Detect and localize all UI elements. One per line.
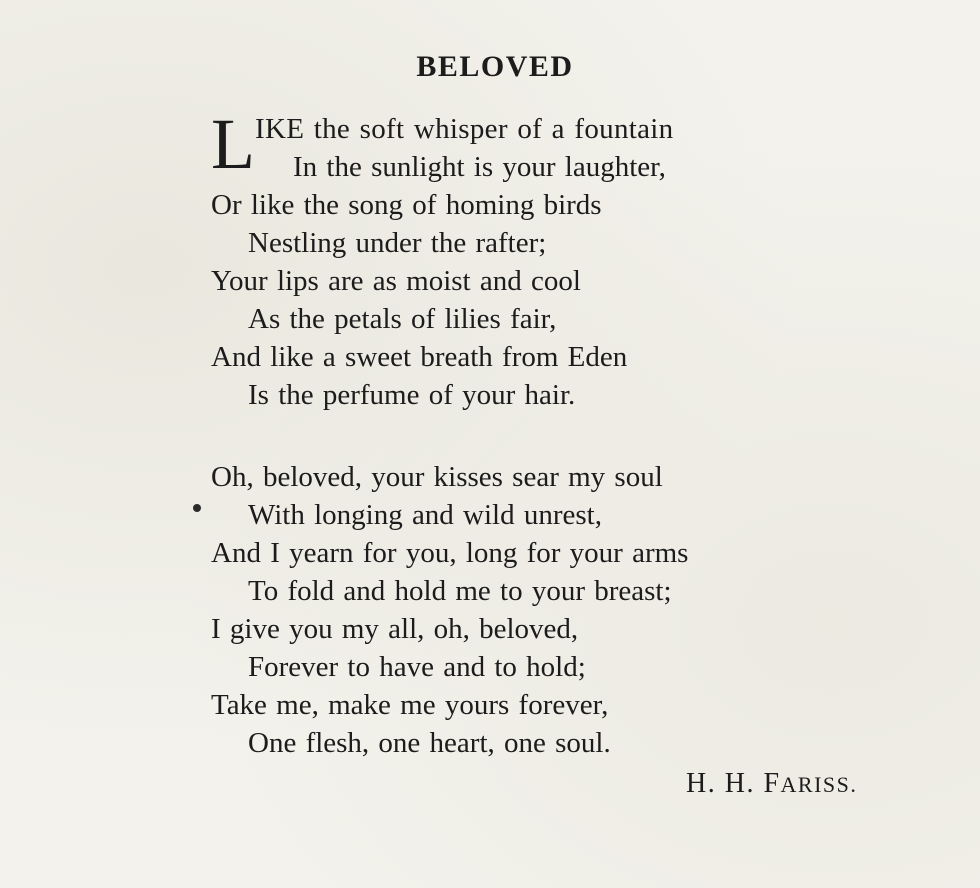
stanza-1-line-4: Nestling under the rafter; bbox=[248, 227, 547, 259]
author-initials: H. H. bbox=[686, 768, 755, 799]
stanza-gap bbox=[211, 414, 688, 458]
author-surname-initial: F bbox=[763, 768, 781, 799]
drop-cap-letter: L bbox=[211, 104, 255, 184]
stanza-1-line-5: Your lips are as moist and cool bbox=[211, 265, 581, 297]
stanza-2-line-7: Take me, make me yours forever, bbox=[211, 689, 609, 721]
stanza-2-line-2: With longing and wild unrest, bbox=[248, 499, 602, 531]
stanza-2-line-8: One flesh, one heart, one soul. bbox=[248, 727, 611, 759]
stanza-2-line-4: To fold and hold me to your breast; bbox=[248, 575, 672, 607]
stanza-2-line-1: Oh, beloved, your kisses sear my soul bbox=[211, 461, 663, 493]
stanza-1-line-8: Is the perfume of your hair. bbox=[248, 379, 576, 411]
ink-dot-mark bbox=[193, 504, 201, 512]
stanza-1-line-7: And like a sweet breath from Eden bbox=[211, 341, 628, 373]
poem-title: BELOVED bbox=[416, 50, 574, 83]
stanza-2-line-6: Forever to have and to hold; bbox=[248, 651, 586, 683]
poem-body bbox=[211, 104, 689, 762]
first-line-text: IKE the soft whisper of a fountain bbox=[255, 113, 674, 145]
author-surname-rest: ARISS. bbox=[780, 772, 858, 797]
stanza-2-line-3: And I yearn for you, long for your arms bbox=[211, 537, 689, 569]
stanza-1-line-3: Or like the song of homing birds bbox=[211, 189, 602, 221]
stanza-1-line-6: As the petals of lilies fair, bbox=[248, 303, 557, 335]
stanza-2-line-5: I give you my all, oh, beloved, bbox=[211, 613, 579, 645]
stanza-1-line-2: In the sunlight is your laughter, bbox=[293, 151, 666, 183]
author-signature bbox=[686, 768, 857, 800]
